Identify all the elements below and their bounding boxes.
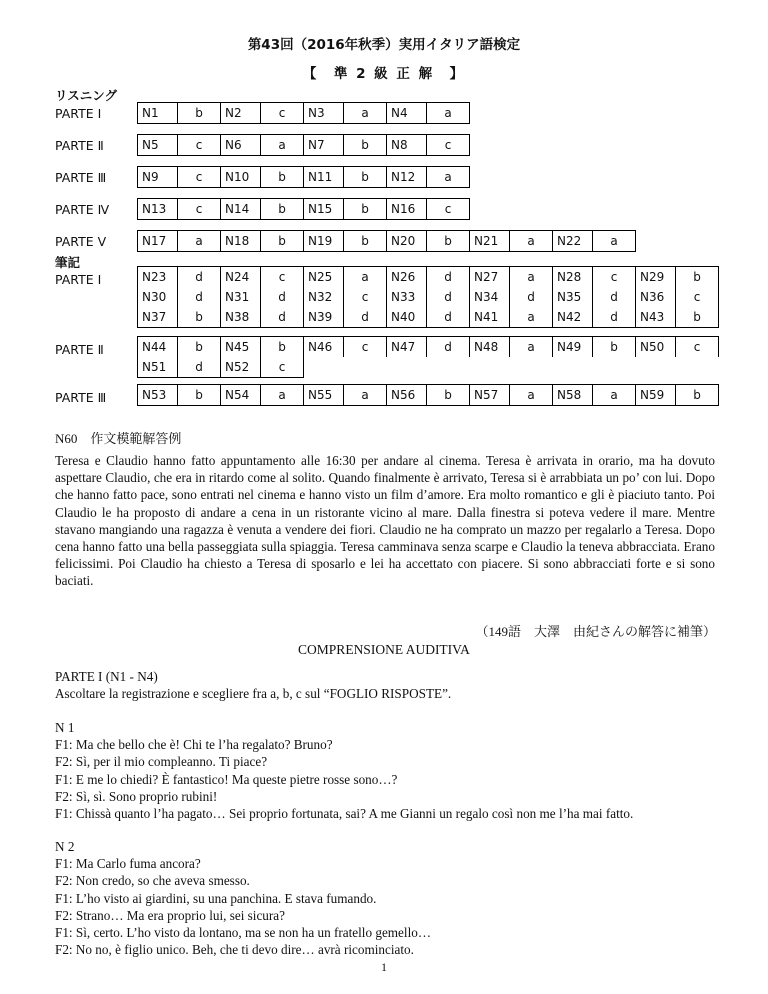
essay-credit: （149語 大澤 由紀さんの解答に補筆） — [475, 624, 716, 639]
question-number: N17 — [138, 231, 178, 252]
question-number: N1 — [138, 103, 178, 124]
answer-letter: a — [510, 337, 553, 358]
question-number: N53 — [138, 385, 178, 406]
question-number: N18 — [221, 231, 261, 252]
answer-letter: c — [261, 357, 304, 378]
question-number: N42 — [553, 307, 593, 328]
answer-letter: d — [178, 267, 221, 288]
question-number: N43 — [636, 307, 676, 328]
dialogue-n1 — [55, 719, 715, 822]
answer-letter: b — [344, 199, 387, 220]
answer-letter: d — [261, 307, 304, 328]
writing-part-2-label: PARTE Ⅱ — [55, 342, 104, 357]
question-number: N19 — [304, 231, 344, 252]
question-number: N34 — [470, 287, 510, 307]
question-number: N48 — [470, 337, 510, 358]
answer-letter: c — [344, 287, 387, 307]
dialogue-line: F2: Strano… Ma era proprio lui, sei sicura? — [55, 907, 285, 923]
question-number: N36 — [636, 287, 676, 307]
answer-letter: a — [261, 385, 304, 406]
answer-letter: c — [344, 337, 387, 358]
listening-part-1-table — [137, 102, 470, 124]
question-number: N30 — [138, 287, 178, 307]
question-number: N10 — [221, 167, 261, 188]
answer-letter: b — [344, 167, 387, 188]
answer-letter: d — [593, 287, 636, 307]
answer-letter: d — [344, 307, 387, 328]
question-number: N58 — [553, 385, 593, 406]
question-number: N56 — [387, 385, 427, 406]
writing-part-3-label: PARTE Ⅲ — [55, 390, 107, 405]
answer-letter: b — [344, 231, 387, 252]
answer-letter: b — [178, 307, 221, 328]
listening-part-4-label: PARTE Ⅳ — [55, 202, 110, 217]
dialogue-line: F2: Sì, sì. Sono proprio rubini! — [55, 788, 218, 804]
answer-letter: a — [510, 307, 553, 328]
dialogue-line: F1: L’ho visto ai giardini, su una panchina. E stava fumando. — [55, 890, 377, 906]
question-number: N15 — [304, 199, 344, 220]
writing-label: 筆記 — [55, 255, 81, 270]
answer-letter: a — [427, 103, 470, 124]
answer-letter: d — [510, 287, 553, 307]
answer-letter: c — [178, 199, 221, 220]
answer-letter: b — [178, 337, 221, 358]
essay-text: Teresa e Claudio hanno fatto appuntamento alle 16:30 per andare al cinema. Teresa è arrivata in orario, ma ha dovuto aspettare Claudio, che era in ritardo come al solito. Quando finalmente è arrivato, Teresa si è arrabbiata un po’ con lui. Dopo che hanno fatto pace, sono entrati nel cinema e hanno visto un film d’amore. Era molto romantico e gli è piaciuto tanto. Poi Claudio le ha proposto di andare a cena in un ristorante vicino al mare. Dalla finestra si poteva vedere il mare. Mentre stavano mangiando una ragazza è venuta a vendere dei fiori. Claudio ne ha comprato un mazzo per regalarlo a Teresa. Dopo cena hanno fatto una bella passeggiata sulla spiaggia. Teresa camminava senza scarpe e Claudio la teneva abbracciata. Erano felicissimi. Poi Claudio ha chiesto a Teresa di sposarlo e lei ha accettato con piacere. Si sono abbracciati forte e si sono baciati. — [55, 453, 715, 589]
question-number: N2 — [221, 103, 261, 124]
question-number: N14 — [221, 199, 261, 220]
answer-letter: b — [261, 231, 304, 252]
answer-letter: a — [510, 267, 553, 288]
answer-letter: a — [593, 385, 636, 406]
answer-letter: a — [178, 231, 221, 252]
answer-letter: b — [178, 385, 221, 406]
writing-part-1-table — [137, 266, 719, 328]
question-number: N9 — [138, 167, 178, 188]
answer-letter: a — [593, 231, 636, 252]
dialogue-line: F1: Ma Carlo fuma ancora? — [55, 856, 201, 872]
writing-part-2-table — [137, 336, 719, 378]
question-number: N22 — [553, 231, 593, 252]
dialogue-line: F1: Sì, certo. L’ho visto da lontano, ma se non ha un fratello gemello… — [55, 925, 432, 941]
question-number: N25 — [304, 267, 344, 288]
question-number: N37 — [138, 307, 178, 328]
listening-part-5-label: PARTE Ⅴ — [55, 234, 107, 249]
answer-letter: d — [593, 307, 636, 328]
answer-letter: d — [427, 267, 470, 288]
question-number: N23 — [138, 267, 178, 288]
dialogue-n1-label: N 1 — [55, 720, 75, 735]
question-number: N47 — [387, 337, 427, 358]
answer-letter: a — [344, 267, 387, 288]
dialogue-n2-label: N 2 — [55, 839, 75, 854]
dialogue-n2 — [55, 838, 715, 958]
page-subtitle: 【 準 2 級 正 解 】 — [302, 66, 466, 82]
comprehension-heading: COMPRENSIONE AUDITIVA — [298, 642, 470, 657]
answer-letter: d — [178, 357, 221, 378]
answer-letter: d — [427, 337, 470, 358]
listening-part-4-table — [137, 198, 470, 220]
essay-heading: N60 作文模範解答例 — [55, 431, 182, 446]
answer-letter: d — [261, 287, 304, 307]
answer-letter: c — [427, 199, 470, 220]
question-number: N3 — [304, 103, 344, 124]
answer-letter: b — [676, 307, 719, 328]
listening-part-2-label: PARTE Ⅱ — [55, 138, 104, 153]
question-number: N45 — [221, 337, 261, 358]
answer-letter: c — [676, 287, 719, 307]
page-number: 1 — [381, 960, 387, 974]
answer-letter: b — [593, 337, 636, 358]
listening-part-5-table — [137, 230, 636, 252]
answer-letter: a — [510, 231, 553, 252]
answer-letter: a — [344, 385, 387, 406]
question-number: N38 — [221, 307, 261, 328]
question-number: N40 — [387, 307, 427, 328]
answer-letter: b — [178, 103, 221, 124]
answer-letter: b — [676, 385, 719, 406]
listening-label: リスニング — [55, 88, 118, 103]
answer-letter: a — [261, 135, 304, 156]
question-number: N31 — [221, 287, 261, 307]
question-number: N39 — [304, 307, 344, 328]
question-number: N50 — [636, 337, 676, 358]
answer-letter: a — [344, 103, 387, 124]
question-number: N4 — [387, 103, 427, 124]
question-number: N54 — [221, 385, 261, 406]
question-number: N29 — [636, 267, 676, 288]
question-number: N11 — [304, 167, 344, 188]
question-number: N55 — [304, 385, 344, 406]
dialogue-line: F1: E me lo chiedi? È fantastico! Ma queste pietre rosse sono…? — [55, 771, 398, 787]
dialogue-line: F1: Ma che bello che è! Chi te l’ha regalato? Bruno? — [55, 737, 333, 753]
dialogue-line: F1: Chissà quanto l’ha pagato… Sei proprio fortunata, sai? A me Gianni un regalo così non me l’ha mai fatto. — [55, 806, 634, 822]
part-1-instruction: Ascoltare la registrazione e scegliere fra a, b, c sul “FOGLIO RISPOSTE”. — [55, 686, 452, 702]
question-number: N26 — [387, 267, 427, 288]
listening-part-3-label: PARTE Ⅲ — [55, 170, 107, 185]
question-number: N24 — [221, 267, 261, 288]
page-title: 第43回（2016年秋季）実用イタリア語検定 — [247, 37, 521, 53]
dialogue-line: F2: No no, è figlio unico. Beh, che ti devo dire… avrà ricominciato. — [55, 942, 414, 958]
answer-letter: c — [261, 103, 304, 124]
question-number: N20 — [387, 231, 427, 252]
answer-letter: c — [178, 135, 221, 156]
answer-letter: d — [427, 287, 470, 307]
question-number: N51 — [138, 357, 178, 378]
question-number: N35 — [553, 287, 593, 307]
question-number: N21 — [470, 231, 510, 252]
answer-letter: b — [261, 167, 304, 188]
answer-letter: d — [427, 307, 470, 328]
question-number: N41 — [470, 307, 510, 328]
question-number: N27 — [470, 267, 510, 288]
answer-letter: b — [344, 135, 387, 156]
question-number: N57 — [470, 385, 510, 406]
answer-letter: b — [427, 231, 470, 252]
answer-letter: a — [427, 167, 470, 188]
answer-letter: b — [261, 199, 304, 220]
question-number: N28 — [553, 267, 593, 288]
answer-letter: c — [261, 267, 304, 288]
question-number: N5 — [138, 135, 178, 156]
listening-part-2-table — [137, 134, 470, 156]
answer-letter: b — [261, 337, 304, 358]
dialogue-line: F2: Non credo, so che aveva smesso. — [55, 873, 250, 889]
question-number: N8 — [387, 135, 427, 156]
answer-letter: c — [427, 135, 470, 156]
writing-part-3-table — [137, 384, 719, 406]
part-1-title: PARTE I (N1 - N4) — [55, 669, 158, 684]
question-number: N16 — [387, 199, 427, 220]
question-number: N12 — [387, 167, 427, 188]
answer-letter: d — [178, 287, 221, 307]
answer-letter: c — [593, 267, 636, 288]
answer-letter: a — [510, 385, 553, 406]
answer-letter: b — [676, 267, 719, 288]
question-number: N52 — [221, 357, 261, 378]
listening-part-3-table — [137, 166, 470, 188]
listening-part-1-label: PARTE Ⅰ — [55, 106, 102, 121]
writing-part-1-label: PARTE Ⅰ — [55, 272, 102, 287]
question-number: N44 — [138, 337, 178, 358]
answer-letter: c — [178, 167, 221, 188]
dialogue-line: F2: Sì, per il mio compleanno. Ti piace? — [55, 754, 268, 770]
question-number: N49 — [553, 337, 593, 358]
answer-letter: b — [427, 385, 470, 406]
question-number: N7 — [304, 135, 344, 156]
question-number: N13 — [138, 199, 178, 220]
question-number: N59 — [636, 385, 676, 406]
part-1-intro — [55, 668, 715, 702]
answer-letter: c — [676, 337, 719, 358]
question-number: N46 — [304, 337, 344, 358]
question-number: N32 — [304, 287, 344, 307]
question-number: N33 — [387, 287, 427, 307]
question-number: N6 — [221, 135, 261, 156]
